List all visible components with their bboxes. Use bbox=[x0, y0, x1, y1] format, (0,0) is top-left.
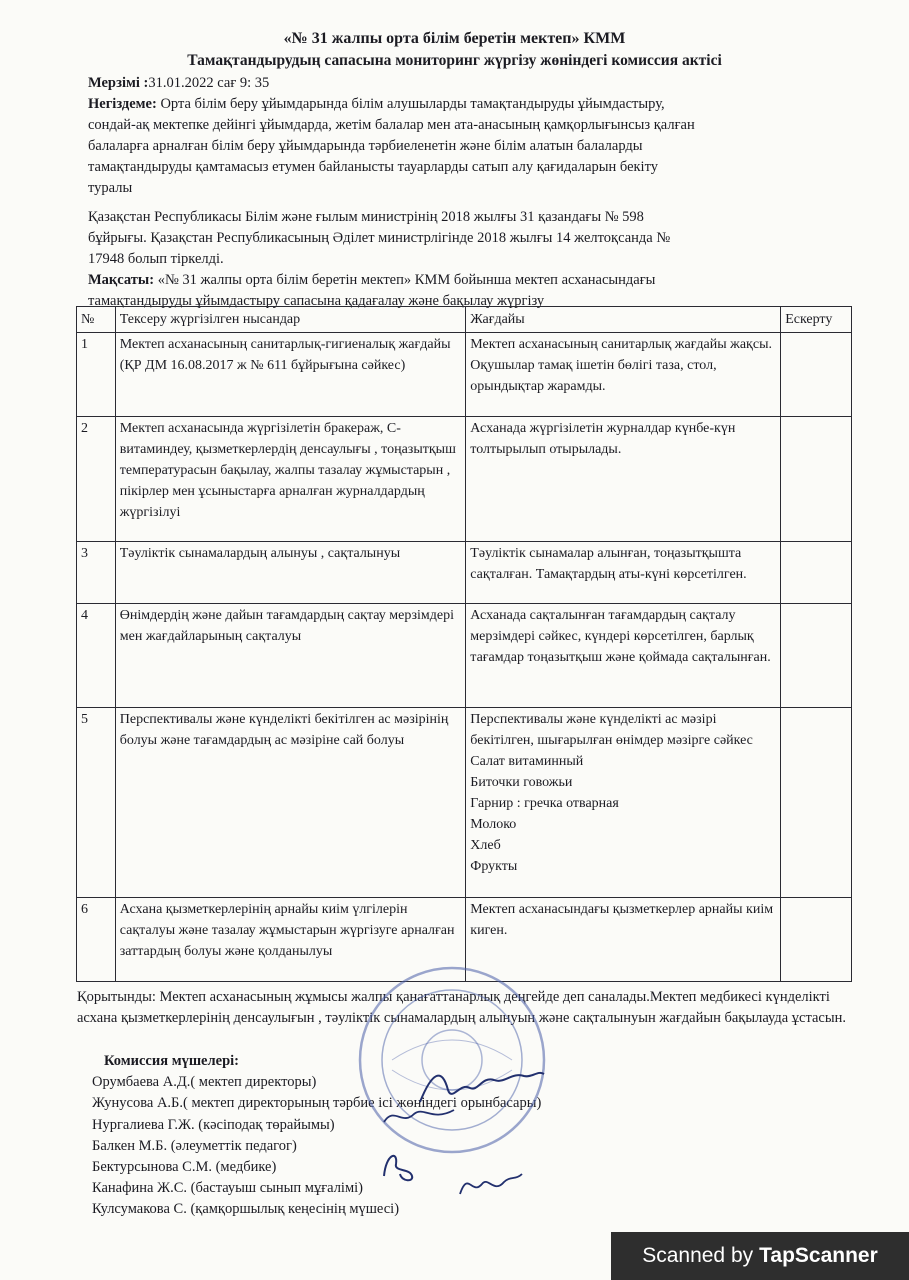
table-row bbox=[77, 417, 852, 542]
ministry-line-3: 17948 болып тіркелді. bbox=[88, 251, 224, 267]
signature-nurse bbox=[376, 1146, 426, 1186]
table-row bbox=[77, 333, 852, 417]
row-status: Асханада жүргізілетін журналдар күнбе-күн толтырылып отырылады. bbox=[466, 417, 781, 542]
document-header-block bbox=[88, 73, 848, 312]
member-line: Балкен М.Б. (әлеуметтік педагог) bbox=[92, 1137, 297, 1154]
table-header-row bbox=[77, 307, 852, 333]
commission-heading: Комиссия мүшелері: bbox=[104, 1053, 239, 1069]
row-object: Мектеп асханасында жүргізілетін бракераж, С-витаминдеу, қызметкерлердің денсаулығы , тоңазытқыш температурасын бақылау, жалпы тазалау жұмыстарын , пікірлер мен ұсыныстарға арналған журналдардың жүргізілуі bbox=[115, 417, 466, 542]
purpose-label: Мақсаты: bbox=[88, 272, 155, 288]
document-title: «№ 31 жалпы орта білім беретін мектеп» КММ bbox=[283, 30, 626, 47]
row-object: Перспективалы және күнделікті бекітілген ас мәзірінің болуы және тағамдардың ас мәзіріне сай болуы bbox=[115, 708, 466, 898]
menu-item: Фрукты bbox=[470, 859, 518, 874]
row-note bbox=[781, 604, 852, 708]
menu-item: Молоко bbox=[470, 817, 517, 832]
row-status: Тәуліктік сынамалар алынған, тоңазытқышта сақталған. Тамақтардың аты-күні көрсетілген. bbox=[466, 542, 781, 604]
tapscanner-watermark bbox=[611, 1232, 909, 1280]
date-value: 31.01.2022 сағ 9: 35 bbox=[148, 75, 270, 91]
row-status: Асханада сақталынған тағамдардың сақталу мерзімдері сәйкес, күндері көрсетілген, барлық тағамдар тоңазытқыш және қоймада сақталынған. bbox=[466, 604, 781, 708]
member-line: Нургалиева Г.Ж. (кәсіподақ төрайымы) bbox=[92, 1116, 335, 1133]
row-note bbox=[781, 542, 852, 604]
school-stamp-seal bbox=[352, 960, 552, 1160]
member-line: Бектурсынова С.М. (медбике) bbox=[92, 1159, 277, 1176]
basis-label: Негіздеме: bbox=[88, 96, 157, 112]
row-number: 2 bbox=[77, 417, 116, 542]
menu-item: Биточки говожьи bbox=[470, 775, 573, 790]
watermark-prefix: Scanned by bbox=[642, 1244, 754, 1267]
basis-line-5: туралы bbox=[88, 180, 133, 196]
table-row bbox=[77, 708, 852, 898]
row-object: Асхана қызметкерлерінің арнайы киім үлгілерін сақталуы және тазалау жұмыстарын жүргізуге арналған заттардың болуы және қолданылуы bbox=[115, 898, 466, 982]
row-number: 5 bbox=[77, 708, 116, 898]
signature-teacher bbox=[456, 1166, 526, 1202]
row-status: Мектеп асханасының санитарлық жағдайы жақсы. Оқушылар тамақ ішетін бөлігі таза, стол, орындықтар жарамды. bbox=[466, 333, 781, 417]
row-status: Перспективалы және күнделікті ас мәзірі бекітілген, шығарылған өнімдер мәзірге сәйкес bbox=[470, 712, 753, 748]
menu-item: Гарнир : гречка отварная bbox=[470, 796, 619, 811]
purpose-line-2: тамақтандыруды ұйымдастыру сапасына қадағалау және бақылау жүргізу bbox=[88, 293, 545, 309]
header-number: № bbox=[77, 307, 116, 333]
table-row bbox=[77, 604, 852, 708]
conclusion-label: Қорытынды: bbox=[77, 989, 156, 1005]
row-note bbox=[781, 417, 852, 542]
row-status: Мектеп асханасындағы қызметкерлер арнайы киім киген. bbox=[466, 898, 781, 982]
row-number: 1 bbox=[77, 333, 116, 417]
watermark-brand: TapScanner bbox=[759, 1244, 878, 1267]
row-note bbox=[781, 708, 852, 898]
menu-item: Хлеб bbox=[470, 838, 501, 853]
row-note bbox=[781, 898, 852, 982]
row-status-cell bbox=[466, 708, 781, 898]
basis-text-1: Орта білім беру ұйымдарында білім алушыларды тамақтандыруды ұйымдастыру, bbox=[156, 96, 665, 112]
header-status: Жағдайы bbox=[466, 307, 781, 333]
conclusion-text: Мектеп асханасының жұмысы жалпы қанағаттанарлық деңгейде деп саналады.Мектеп медбикесі күнделікті асхана қызметкерлерінің денсаулығын , тәуліктік сынамалардың алынуын және сақталынуын жағдайын бақылауда ұстасын. bbox=[77, 989, 846, 1026]
row-number: 6 bbox=[77, 898, 116, 982]
menu-item: Салат витаминный bbox=[470, 754, 584, 769]
row-number: 4 bbox=[77, 604, 116, 708]
row-object: Өнімдердің және дайын тағамдардың сақтау мерзімдері мен жағдайларының сақталуы bbox=[115, 604, 466, 708]
row-number: 3 bbox=[77, 542, 116, 604]
row-object: Тәуліктік сынамалардың алынуы , сақталынуы bbox=[115, 542, 466, 604]
signature-deputy bbox=[380, 1100, 460, 1130]
member-line: Жунусова А.Б.( мектеп директорының тәрбие ісі жөніндегі орынбасары) bbox=[92, 1095, 542, 1112]
table-row bbox=[77, 542, 852, 604]
member-line: Кулсумакова С. (қамқоршылық кеңесінің мүшесі) bbox=[92, 1201, 400, 1218]
row-object: Мектеп асханасының санитарлық-гигиеналық жағдайы (ҚР ДМ 16.08.2017 ж № 611 бұйрығына сәйкес) bbox=[115, 333, 466, 417]
header-object: Тексеру жүргізілген нысандар bbox=[115, 307, 466, 333]
ministry-line-1: Қазақстан Республикасы Білім және ғылым министрінің 2018 жылғы 31 қазандағы № 598 bbox=[88, 209, 644, 225]
header-note: Ескерту bbox=[781, 307, 852, 333]
document-subtitle: Тамақтандырудың сапасына мониторинг жүргізу жөніндегі комиссия актісі bbox=[187, 52, 722, 69]
ministry-line-2: бұйрығы. Қазақстан Республикасының Әділет министрлігінде 2018 жылғы 14 желтоқсанда № bbox=[88, 230, 671, 246]
date-label: Мерзімі : bbox=[88, 75, 149, 91]
member-line: Канафина Ж.С. (бастауыш сынып мұғалімі) bbox=[92, 1180, 363, 1197]
basis-line-2: сондай-ақ мектепке дейінгі ұйымдарда, жетім балалар мен ата-анасының қамқорлығынсыз қалған bbox=[88, 117, 695, 133]
purpose-text-1: «№ 31 жалпы орта білім беретін мектеп» КММ бойынша мектеп асханасындағы bbox=[154, 272, 656, 288]
row-note bbox=[781, 333, 852, 417]
purpose-line-1 bbox=[88, 270, 848, 291]
member-line: Орумбаева А.Д.( мектеп директоры) bbox=[92, 1074, 317, 1091]
date-line bbox=[88, 73, 848, 94]
inspection-table bbox=[76, 306, 852, 982]
basis-line-4: тамақтандыруды қамтамасыз етумен байланысты тауарларды сатып алу қағидаларын бекіту bbox=[88, 159, 658, 175]
basis-line-3: балаларға арналған білім беру ұйымдарында тәрбиеленетін және білім алатын балаларды bbox=[88, 138, 643, 154]
basis-line-1 bbox=[88, 94, 848, 115]
